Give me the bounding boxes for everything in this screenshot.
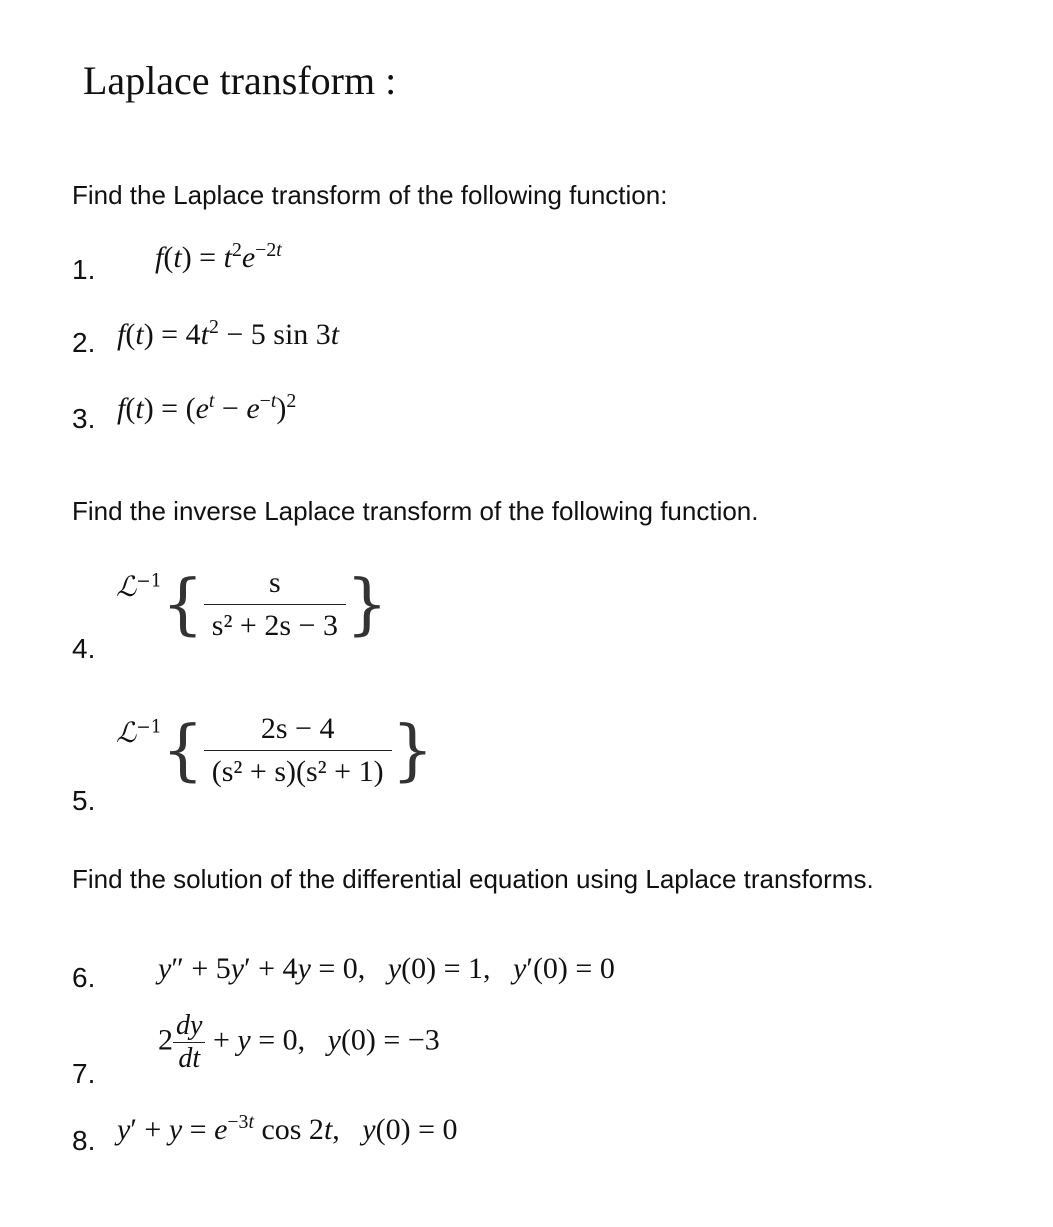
problem-number: 4. (72, 633, 96, 664)
equation-3: $f(t) = (e^t - e^{-t})^2$ (117, 390, 297, 425)
problem-number: 1. (72, 254, 96, 285)
problem-number: 3. (72, 403, 96, 434)
equation-4: ℒ$^{-1}${ $\frac{s}{\text{s² + 2s − 3}}$ } (116, 565, 388, 643)
equation-6: y″ + 5y′ + 4y = 0, y(0) = 1, y′(0) = 0 (158, 952, 615, 985)
section-heading-laplace: Find the Laplace transform of the following function: (72, 180, 668, 210)
problem-number: 5. (72, 785, 96, 816)
problem-number: 6. (72, 962, 96, 993)
equation-7: 2 $\frac{dy}{dt}$ + y = 0, y(0) = −3 (158, 1010, 440, 1074)
section-heading-inverse: Find the inverse Laplace transform of the following function. (72, 496, 759, 526)
problem-number: 2. (72, 327, 96, 358)
fraction-numerator: 2s − 4 (260, 712, 335, 745)
equation-1: $f(t) = t^2e^{-2t}$ (155, 239, 282, 274)
page-title: Laplace transform : (83, 58, 397, 103)
equation-5: ℒ$^{-1}${ $\frac{2s - 4}{\text{(s² + s)(s² + 1)}}$ } (116, 711, 434, 789)
problem-number: 8. (72, 1125, 96, 1156)
equation-8: $y' + y = e^{-3t}$ cos 2t, y(0) = 0 (117, 1111, 458, 1146)
fraction-numerator: s (269, 566, 281, 599)
fraction-denominator: s² + 2s − 3 (204, 604, 346, 643)
section-heading-ode: Find the solution of the differential equation using Laplace transforms. (72, 864, 874, 894)
equation-2: $f(t) = 4t^2 - 5$ sin 3t (117, 316, 340, 351)
fraction-denominator: (s² + s)(s² + 1) (204, 750, 392, 789)
problem-number: 7. (72, 1058, 96, 1089)
